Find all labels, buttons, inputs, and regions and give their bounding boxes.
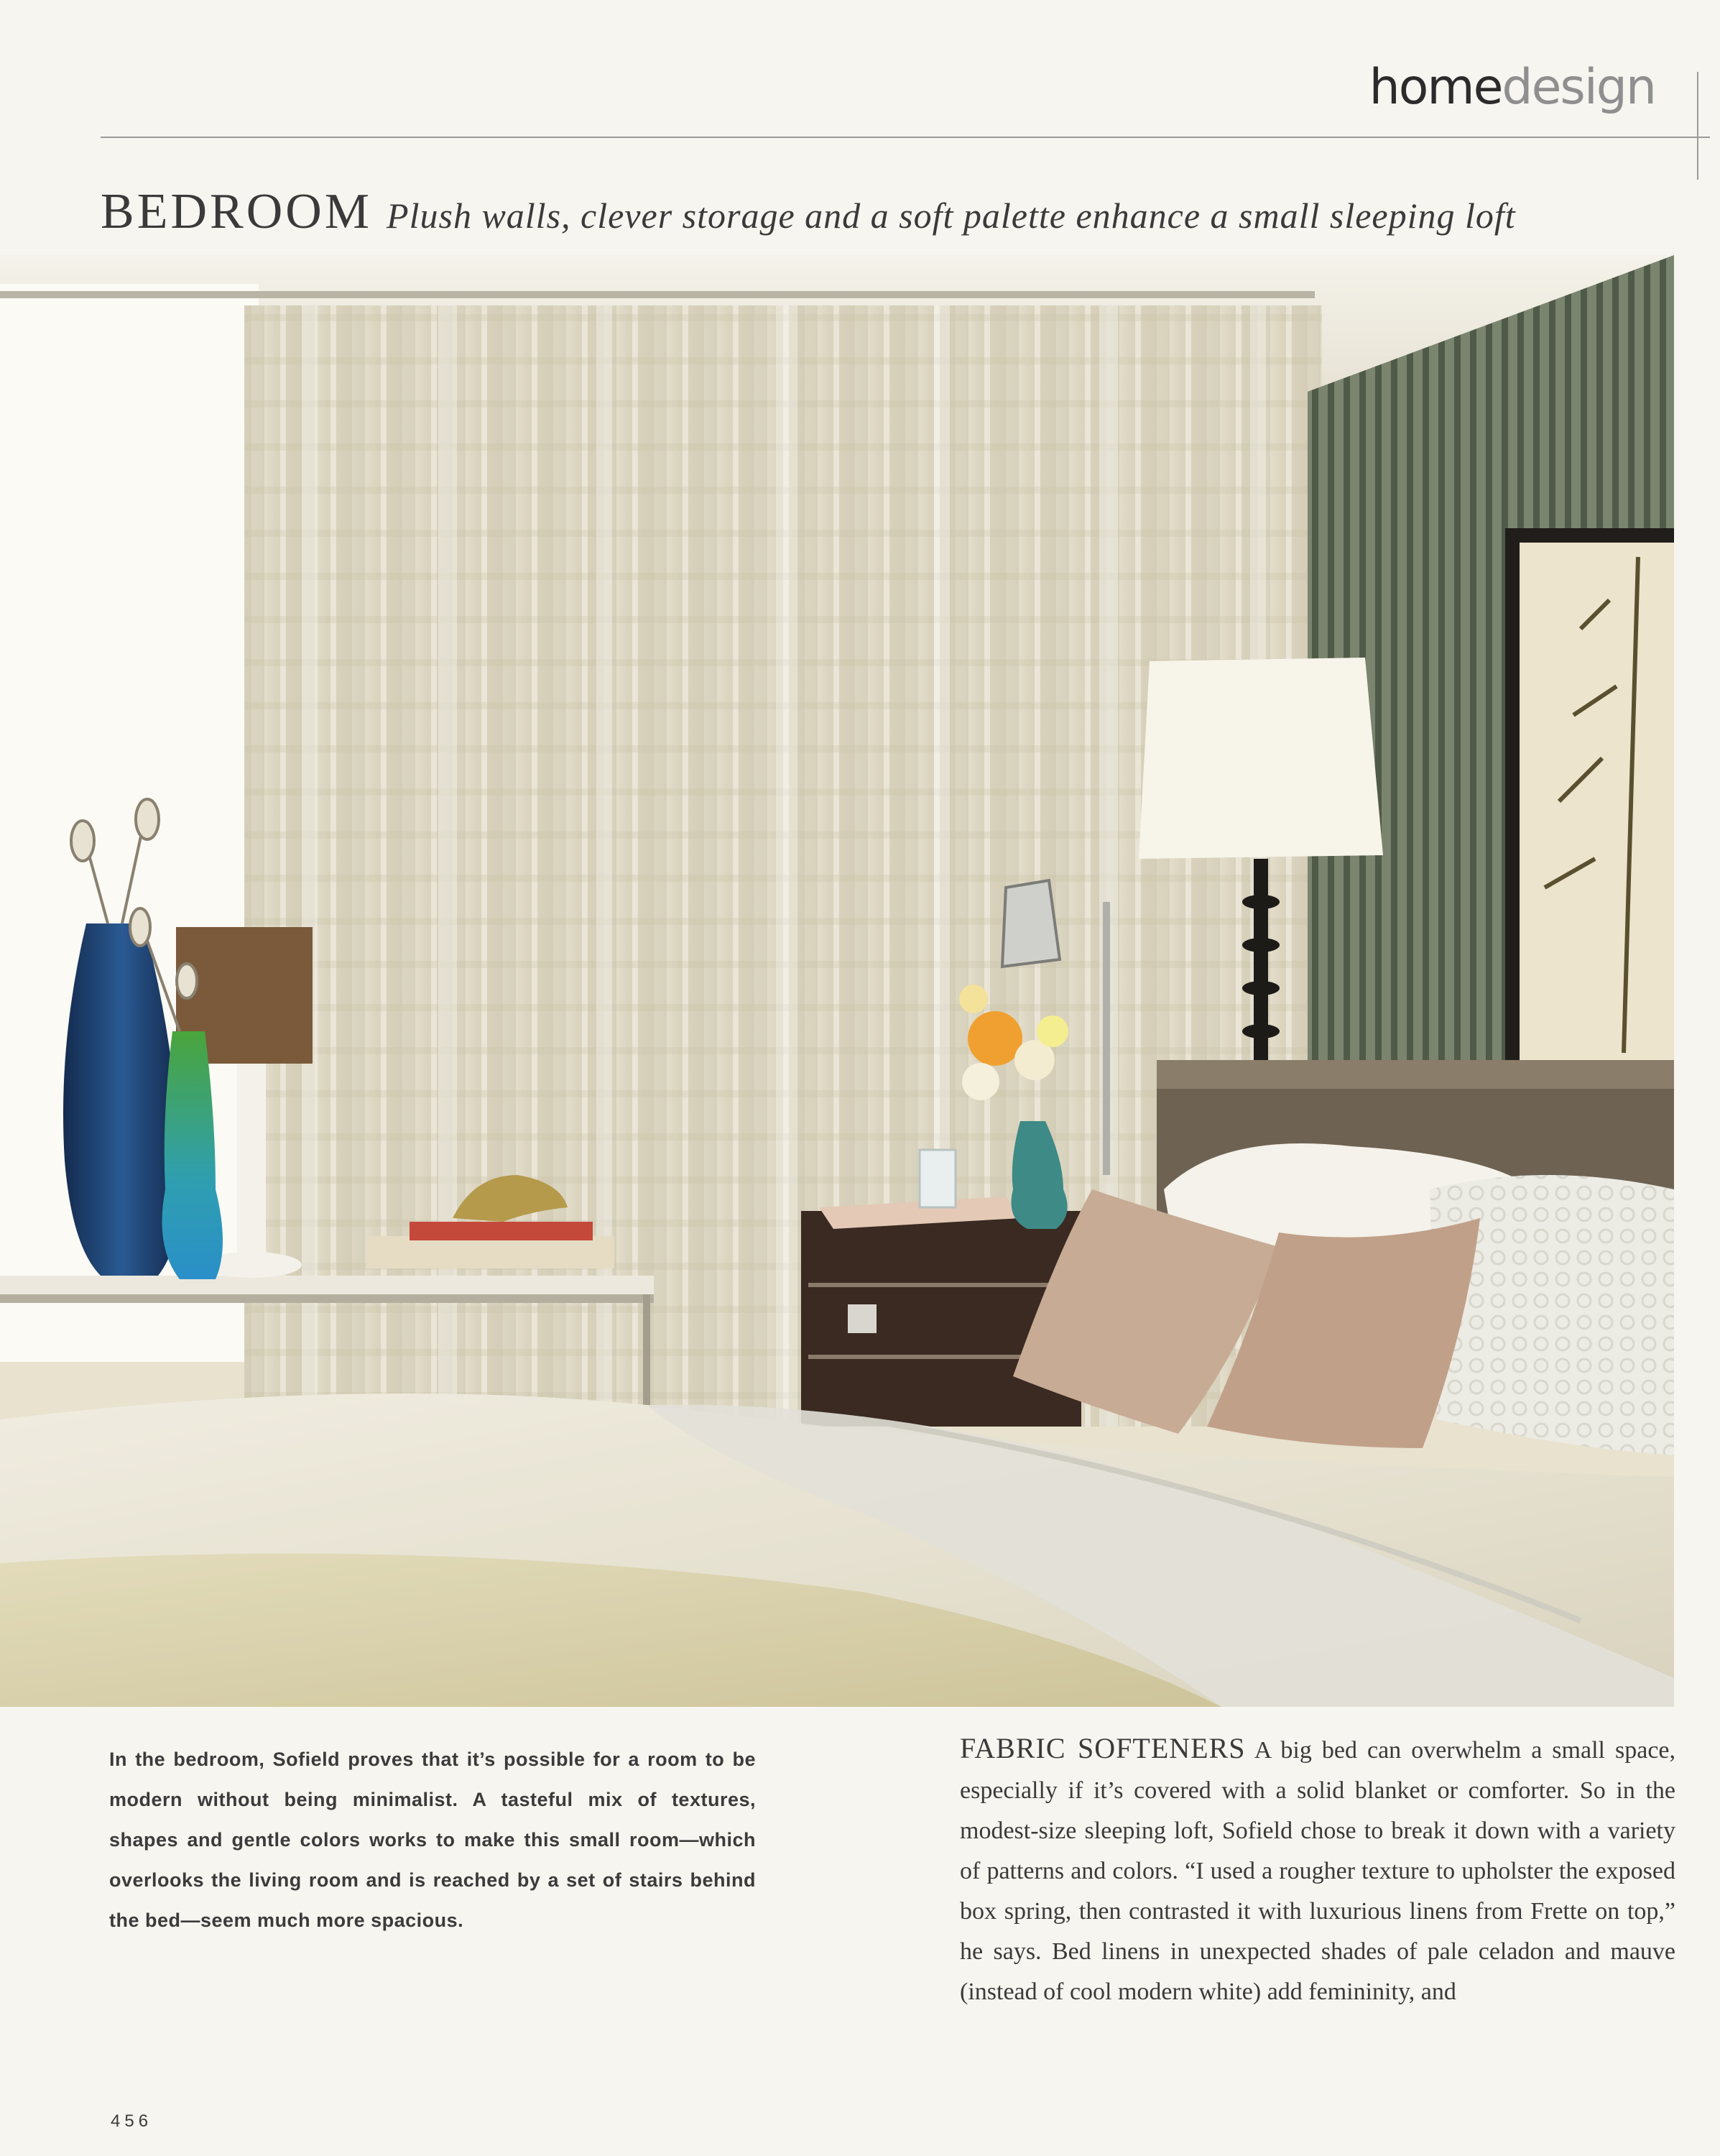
bedroom-illustration [0, 255, 1674, 1707]
page-number: 456 [111, 2111, 153, 2131]
bedroom-photo [0, 255, 1674, 1707]
photo-caption: In the bedroom, Sofield proves that it’s possible for a room to be modern without being minimalist. A tasteful mix of textures, shapes and gentle colors works to make this small room—which overlooks the living room and is reached by a set of stairs behind the bed—seem much more spacious. [109, 1749, 756, 1931]
section-label-home: home [1369, 59, 1502, 116]
headline-deck: Plush walls, clever storage and a soft palette enhance a small sleeping loft [387, 195, 1516, 236]
header-rule [101, 137, 1710, 138]
section-label-design: design [1502, 59, 1655, 116]
article-body [960, 1728, 1675, 2012]
section-label [1369, 59, 1655, 116]
header-vertical-rule [1697, 72, 1698, 180]
article-paragraph: A big bed can overwhelm a small space, especially if it’s covered with a solid blanket or comforter. So in the modest-size sleeping loft, Sofield chose to break it down with a variety of patterns and colors. “I used a rougher texture to upholster the exposed box spring, then contrasted it with luxurious linens from Frette on top,” he says. Bed linens in unexpected shades of pale celadon and mauve (instead of cool modern white) add femininity, and [960, 1737, 1676, 2005]
article-runin: FABRIC SOFTENERS [960, 1732, 1246, 1764]
headline [101, 183, 1710, 241]
headline-room: BEDROOM [101, 184, 373, 239]
